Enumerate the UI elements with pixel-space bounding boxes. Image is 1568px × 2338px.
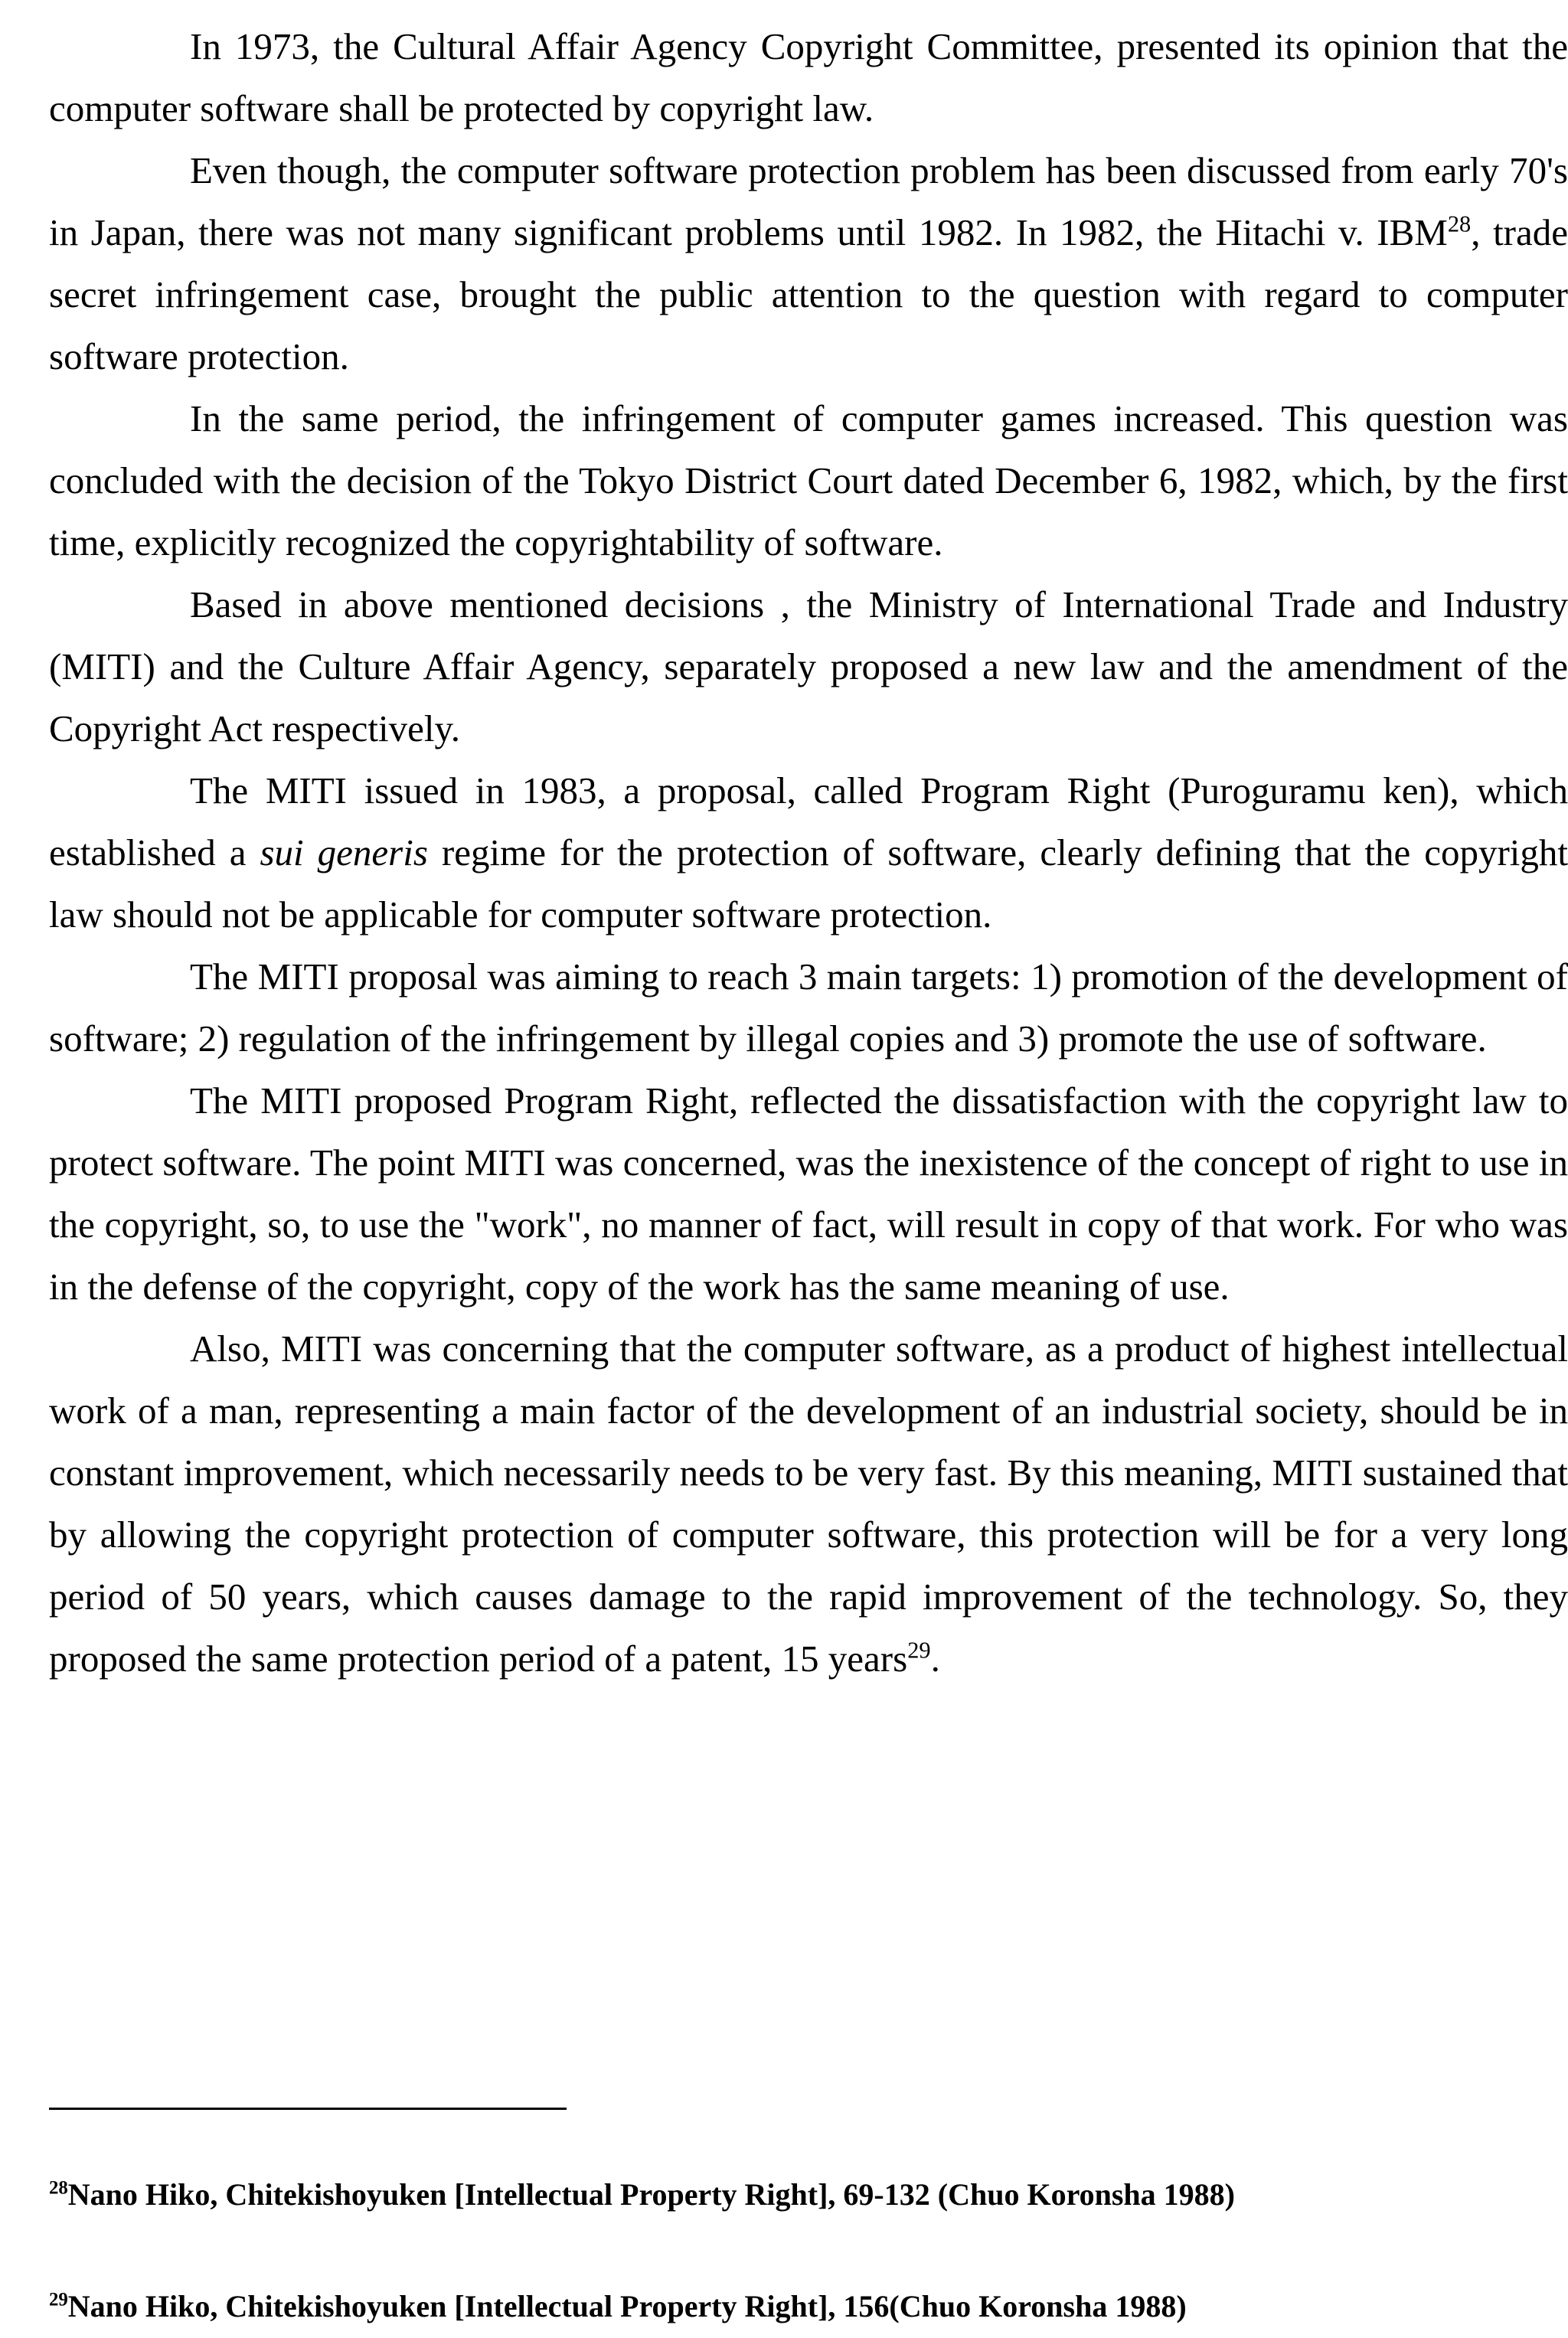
- paragraph-copyright-committee: [49, 15, 1568, 139]
- paragraph-text: Based in above mentioned decisions , the Ministry of International Trade and Industry (MITI) and the Culture Affair Agency, separately proposed a new law and the amendment of the Copyright Act respectively.: [49, 583, 1568, 749]
- paragraph-text: In 1973, the Cultural Affair Agency Copyright Committee, presented its opinion that the computer software shall be protected by copyright law.: [49, 25, 1568, 129]
- italic-term: sui generis: [260, 831, 428, 873]
- paragraph-text: Also, MITI was concerning that the computer software, as a product of highest intellectual work of a man, representing a main factor of the development of an industrial society, should be in constant improvement, which necessarily needs to be very fast. By this meaning, MITI sustained that by allowing the copyright protection of computer software, this protection will be for a very long period of 50 years, which causes damage to the rapid improvement of the technology. So, they proposed the same protection period of a patent, 15 years: [49, 1327, 1568, 1680]
- footnote-29: [49, 2287, 1568, 2326]
- paragraph-text: The MITI proposed Program Right, reflected the dissatisfaction with the copyright law to protect software. The point MITI was concerned, was the inexistence of the concept of right to use in the copyright, so, to use the "work", no manner of fact, will result in copy of that work. For who was in the defense of the copyright, copy of the work has the same meaning of use.: [49, 1079, 1568, 1308]
- paragraph-text: The MITI proposal was aiming to reach 3 main targets: 1) promotion of the development of software; 2) regulation of the infringement by illegal copies and 3) promote the use of software.: [49, 955, 1568, 1060]
- paragraph-text: , trade secret infringement case, brought the public attention to the question with regard to computer software protection.: [49, 211, 1568, 377]
- paragraph-hitachi-ibm: [49, 139, 1568, 387]
- paragraph-text: regime for the protection of software, clearly defining that the copyright law should not be applicable for computer software protection.: [49, 831, 1568, 936]
- paragraph-program-right: [49, 759, 1568, 945]
- footnote-number: 29: [49, 2289, 68, 2310]
- body-text: [49, 15, 1568, 1690]
- paragraph-miti-proposals: [49, 573, 1568, 759]
- paragraph-text: Even though, the computer software protection problem has been discussed from early 70's in Japan, there was not many significant problems until 1982. In 1982, the Hitachi v. IBM: [49, 149, 1568, 253]
- paragraph-tokyo-court: [49, 387, 1568, 573]
- footnote-number: 28: [49, 2177, 68, 2199]
- footnote-text: Nano Hiko, Chitekishoyuken [Intellectual Property Right], 69-132 (Chuo Koronsha 1988): [67, 2177, 1235, 2212]
- paragraph-text: In the same period, the infringement of computer games increased. This question was concluded with the decision of the Tokyo District Court dated December 6, 1982, which, by the first time, explicitly recognized the copyrightability of software.: [49, 397, 1568, 563]
- paragraph-miti-targets: [49, 945, 1568, 1069]
- paragraph-text: .: [930, 1638, 940, 1680]
- paragraph-text: The MITI issued in 1983, a proposal, called Program Right (Puroguramu ken), which established a: [49, 769, 1568, 873]
- paragraph-protection-period: [49, 1318, 1568, 1690]
- footnote-ref-29: 29: [907, 1637, 931, 1664]
- footnote-ref-28: 28: [1447, 211, 1472, 237]
- footnote-divider: [49, 2108, 567, 2110]
- footnote-text: Nano Hiko, Chitekishoyuken [Intellectual Property Right], 156(Chuo Koronsha 1988): [67, 2289, 1187, 2323]
- paragraph-dissatisfaction: [49, 1069, 1568, 1318]
- footnote-28: [49, 2176, 1568, 2214]
